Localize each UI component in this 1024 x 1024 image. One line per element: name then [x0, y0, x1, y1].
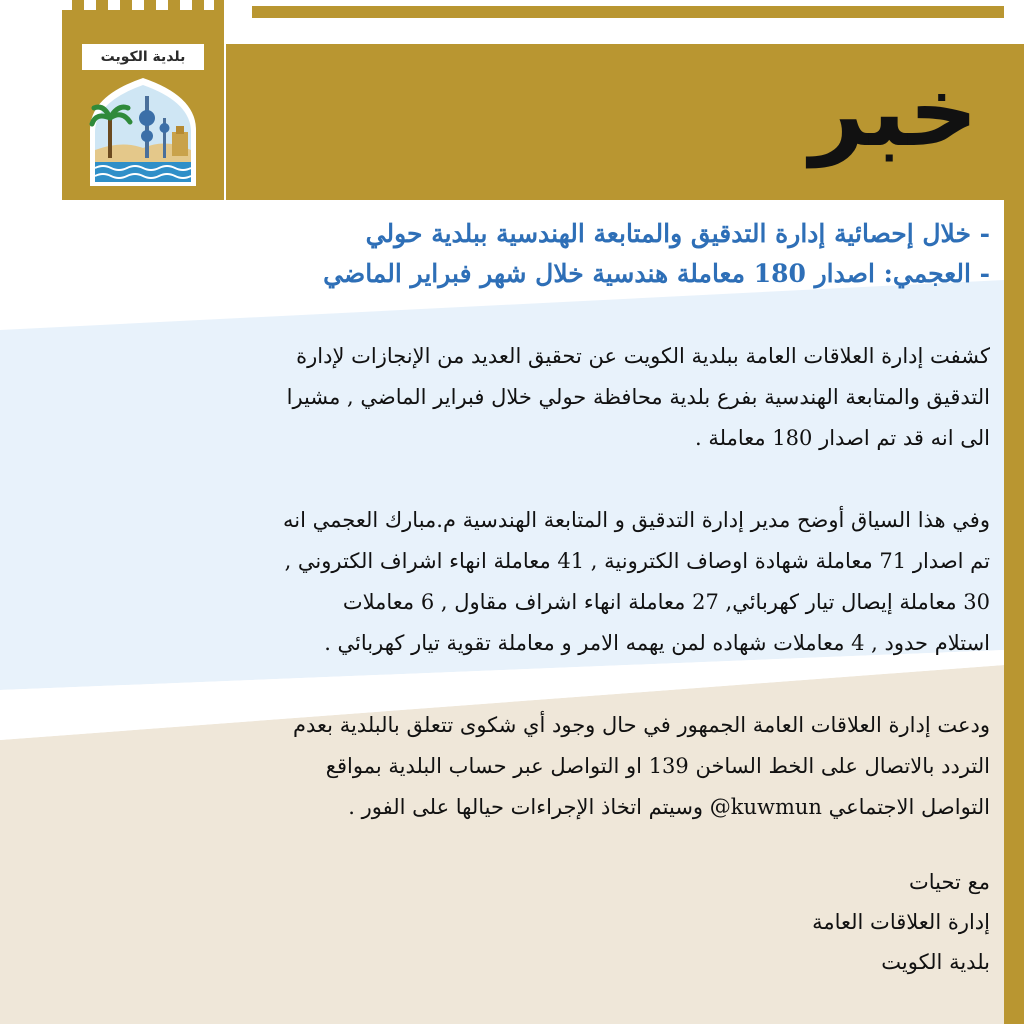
paragraph-line: الى انه قد تم اصدار 180 معاملة . — [695, 426, 990, 450]
paragraph-line: تم اصدار 71 معاملة شهادة اوصاف الكترونية , 41 معاملة انهاء اشراف الكتروني , — [284, 549, 990, 573]
paragraph-line: كشفت إدارة العلاقات العامة ببلدية الكويت عن تحقيق العديد من الإنجازات لإدارة — [296, 344, 990, 368]
article-body — [110, 336, 990, 869]
paragraph-line: ودعت إدارة العلاقات العامة الجمهور في حال وجود أي شكوى تتعلق بالبلدية بعدم — [293, 713, 990, 737]
paragraph-3 — [110, 705, 990, 828]
right-gold-stripe — [1004, 200, 1024, 1024]
signoff-department: إدارة العلاقات العامة — [812, 910, 990, 934]
paragraph-line: التدقيق والمتابعة الهندسية بفرع بلدية محافظة حولي خلال فبراير الماضي , مشيرا — [286, 385, 990, 409]
paragraph-line: 30 معاملة إيصال تيار كهربائي, 27 معاملة انهاء اشراف مقاول , 6 معاملات — [342, 590, 990, 614]
paragraph-1 — [110, 336, 990, 459]
headline-1: - خلال إحصائية إدارة التدقيق والمتابعة الهندسية ببلدية حولي — [365, 219, 990, 248]
signoff — [590, 862, 990, 982]
page-title: خبر — [809, 56, 978, 168]
municipality-logo — [62, 0, 224, 200]
headlines — [190, 214, 990, 294]
paragraph-line: التردد بالاتصال على الخط الساخن 139 او التواصل عبر حساب البلدية بمواقع — [325, 754, 990, 778]
top-gold-band — [252, 6, 1004, 18]
signoff-greeting: مع تحيات — [908, 870, 990, 894]
paragraph-2 — [110, 500, 990, 664]
signoff-organization: بلدية الكويت — [881, 950, 990, 974]
paragraph-line: التواصل الاجتماعي kuwmun@ وسيتم اتخاذ الإجراءات حيالها على الفور . — [348, 795, 990, 819]
paragraph-line: استلام حدود , 4 معاملات شهاده لمن يهمه الامر و معاملة تقوية تيار كهربائي . — [324, 631, 990, 655]
headline-2: - العجمي: اصدار 180 معاملة هندسية خلال شهر فبراير الماضي — [323, 259, 990, 288]
paragraph-line: وفي هذا السياق أوضح مدير إدارة التدقيق و المتابعة الهندسية م.مبارك العجمي انه — [283, 508, 990, 532]
logo-name-text: بلدية الكويت — [100, 49, 186, 65]
